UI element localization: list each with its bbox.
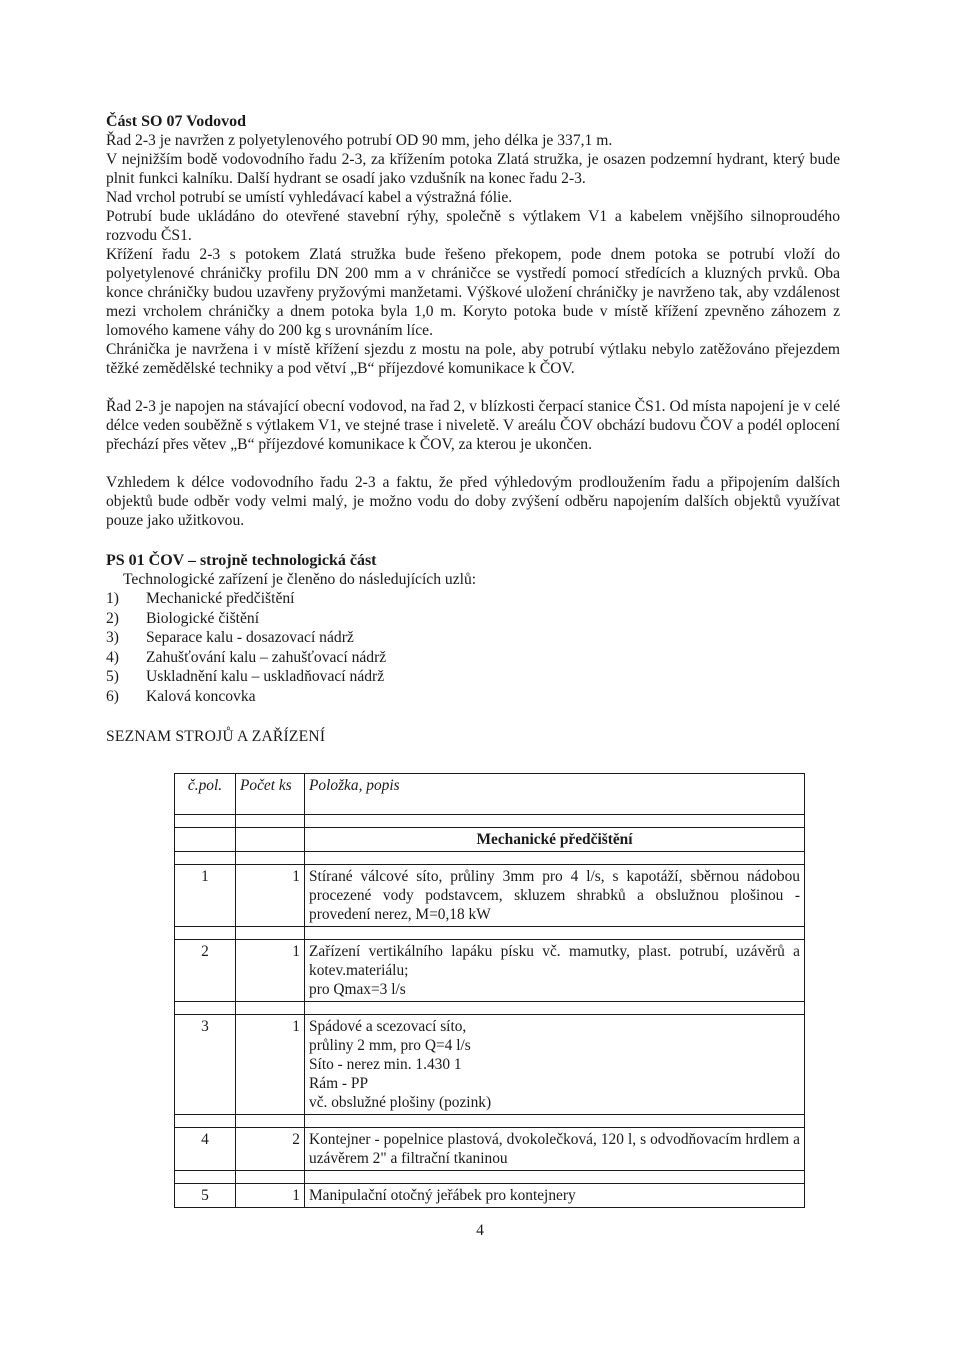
list-number: 1)	[106, 590, 119, 607]
description-line: Spádové a scezovací síto,	[309, 1018, 467, 1035]
paragraph: Křížení řadu 2-3 s potokem Zlatá stružka bude řešeno překopem, pode dnem potoka se potrubí vloží do polyetylenové chráničky profilu DN 200 mm a v chráničce se vystředí pomocí středících a kluzných prvků. Oba konce chráničky budou uzavřeny pryžovými manžetami. Výškové uložení chráničky je navrženo tak, aby vzdálenost mezi vrcholem chráničky a dnem potoka byla 1,0 m. Koryto potoka bude v místě křížení zpevněno záhozem z lomového kamene váhy do 200 kg s urovnáním líce.	[106, 246, 840, 339]
table-cell-pol: 2	[175, 940, 236, 1002]
table-header-row	[175, 774, 805, 815]
paragraph: Řad 2-3 je navržen z polyetylenového potrubí OD 90 mm, jeho délka je 337,1 m.	[106, 132, 613, 149]
table-row	[175, 865, 805, 927]
paragraph: Řad 2-3 je napojen na stávající obecní vodovod, na řad 2, v blízkosti čerpací stanice ČS1. Od místa napojení je v celé délce veden souběžně s výtlakem V1, ve stejné trase i niveletě. V areálu ČOV obchází budovu ČOV a podél oplocení přechází přes větev „B“ příjezdové komunikace k ČOV, za kterou je ukončen.	[106, 398, 840, 453]
section-heading-ps01: PS 01 ČOV – strojně technologická část	[106, 552, 377, 569]
table-section-title: Mechanické předčištění	[305, 828, 805, 852]
description-line: Síto - nerez min. 1.430 1	[309, 1056, 462, 1073]
description-line: Rám - PP	[309, 1075, 369, 1092]
table-cell-description	[305, 1128, 805, 1171]
table-spacer-row	[175, 927, 805, 940]
table-spacer-row	[175, 815, 805, 828]
list-label: Mechanické předčištění	[146, 590, 295, 607]
table-cell-description	[305, 865, 805, 927]
table-cell-count: 2	[236, 1128, 305, 1171]
list-label: Uskladnění kalu – uskladňovací nádrž	[146, 668, 385, 685]
table-cell-description	[305, 940, 805, 1002]
list-label: Zahušťování kalu – zahušťovací nádrž	[146, 648, 387, 666]
table-cell-count: 1	[236, 1184, 305, 1208]
description-line: Stírané válcové síto, průliny 3mm pro 4 l/s, s kapotáží, sběrnou nádobou procezené vody podstavcem, skluzem shrabků a obslužnou plošinou - provedení nerez, M=0,18 kW	[309, 868, 800, 923]
list-item	[106, 667, 840, 687]
table-cell-count: 1	[236, 1015, 305, 1115]
list-number: 5)	[106, 668, 119, 685]
description-line: vč. obslužné plošiny (pozink)	[309, 1094, 492, 1111]
list-number: 2)	[106, 609, 119, 627]
table-row	[175, 1128, 805, 1171]
column-header-count: Počet ks	[236, 774, 305, 815]
list-number: 6)	[106, 687, 119, 705]
list-item	[106, 628, 840, 648]
description-line: Manipulační otočný jeřábek pro kontejnery	[309, 1187, 576, 1204]
page-number: 4	[476, 1222, 484, 1239]
table-row	[175, 940, 805, 1002]
description-line: Zařízení vertikálního lapáku písku vč. mamutky, plast. potrubí, uzávěrů a kotev.materiálu;	[309, 943, 800, 979]
list-number: 3)	[106, 629, 119, 646]
section-heading-so07: Část SO 07 Vodovod	[106, 113, 247, 130]
table-spacer-row	[175, 852, 805, 865]
column-header-item: Položka, popis	[305, 774, 805, 815]
paragraph: Chránička je navržena i v místě křížení sjezdu z mostu na pole, aby potrubí výtlaku nebylo zatěžováno přejezdem těžké zemědělské techniky a pod větví „B“ příjezdové komunikace k ČOV.	[106, 341, 840, 377]
description-line: Kontejner - popelnice plastová, dvokolečková, 120 l, s odvodňovacím hrdlem a uzávěrem 2" a filtrační tkaninou	[309, 1131, 800, 1167]
table-spacer-row	[175, 1115, 805, 1128]
table-row	[175, 1184, 805, 1208]
table-row	[175, 1015, 805, 1115]
table-cell-pol: 1	[175, 865, 236, 927]
table-section-row	[175, 828, 805, 852]
table-cell-count: 1	[236, 865, 305, 927]
table-cell-description	[305, 1184, 805, 1208]
table-spacer-row	[175, 1002, 805, 1015]
list-label: Biologické čištění	[146, 609, 260, 627]
table-cell-pol: 4	[175, 1128, 236, 1171]
column-header-pol: č.pol.	[175, 774, 236, 815]
list-item	[106, 687, 840, 707]
page-content	[106, 112, 840, 746]
table-cell-pol: 5	[175, 1184, 236, 1208]
paragraph: V nejnižším bodě vodovodního řadu 2-3, za křížením potoka Zlatá stružka, je osazen podzemní hydrant, který bude plnit funkci kalníku. Další hydrant se osadí jako vzdušník na konec řadu 2-3.	[106, 151, 840, 187]
description-line: pro Qmax=3 l/s	[309, 981, 406, 998]
list-item	[106, 609, 840, 629]
table-cell-count: 1	[236, 940, 305, 1002]
paragraph: Potrubí bude ukládáno do otevřené stavební rýhy, společně s výtlakem V1 a kabelem vnějšího silnoproudého rozvodu ČS1.	[106, 208, 840, 244]
equipment-table	[174, 773, 805, 1208]
table-spacer-row	[175, 1171, 805, 1184]
paragraph: Nad vrchol potrubí se umístí vyhledávací kabel a výstražná fólie.	[106, 189, 513, 206]
list-label: Separace kalu - dosazovací nádrž	[146, 629, 354, 646]
units-list	[106, 589, 840, 706]
list-item	[106, 589, 840, 609]
list-label: Kalová koncovka	[146, 687, 256, 705]
equipment-list-title: SEZNAM STROJŮ A ZAŘÍZENÍ	[106, 728, 326, 745]
paragraph: Vzhledem k délce vodovodního řadu 2-3 a faktu, že před výhledovým prodloužením řadu a připojením dalších objektů bude odběr vody velmi malý, je možno vodu do doby zvýšení odběru napojením dalších objektů využívat pouze jako užitkovou.	[106, 474, 840, 529]
table-cell-pol: 3	[175, 1015, 236, 1115]
table-cell-description	[305, 1015, 805, 1115]
list-number: 4)	[106, 648, 119, 666]
units-intro: Technologické zařízení je členěno do následujících uzlů:	[123, 571, 477, 588]
description-line: průliny 2 mm, pro Q=4 l/s	[309, 1037, 471, 1054]
list-item	[106, 648, 840, 668]
